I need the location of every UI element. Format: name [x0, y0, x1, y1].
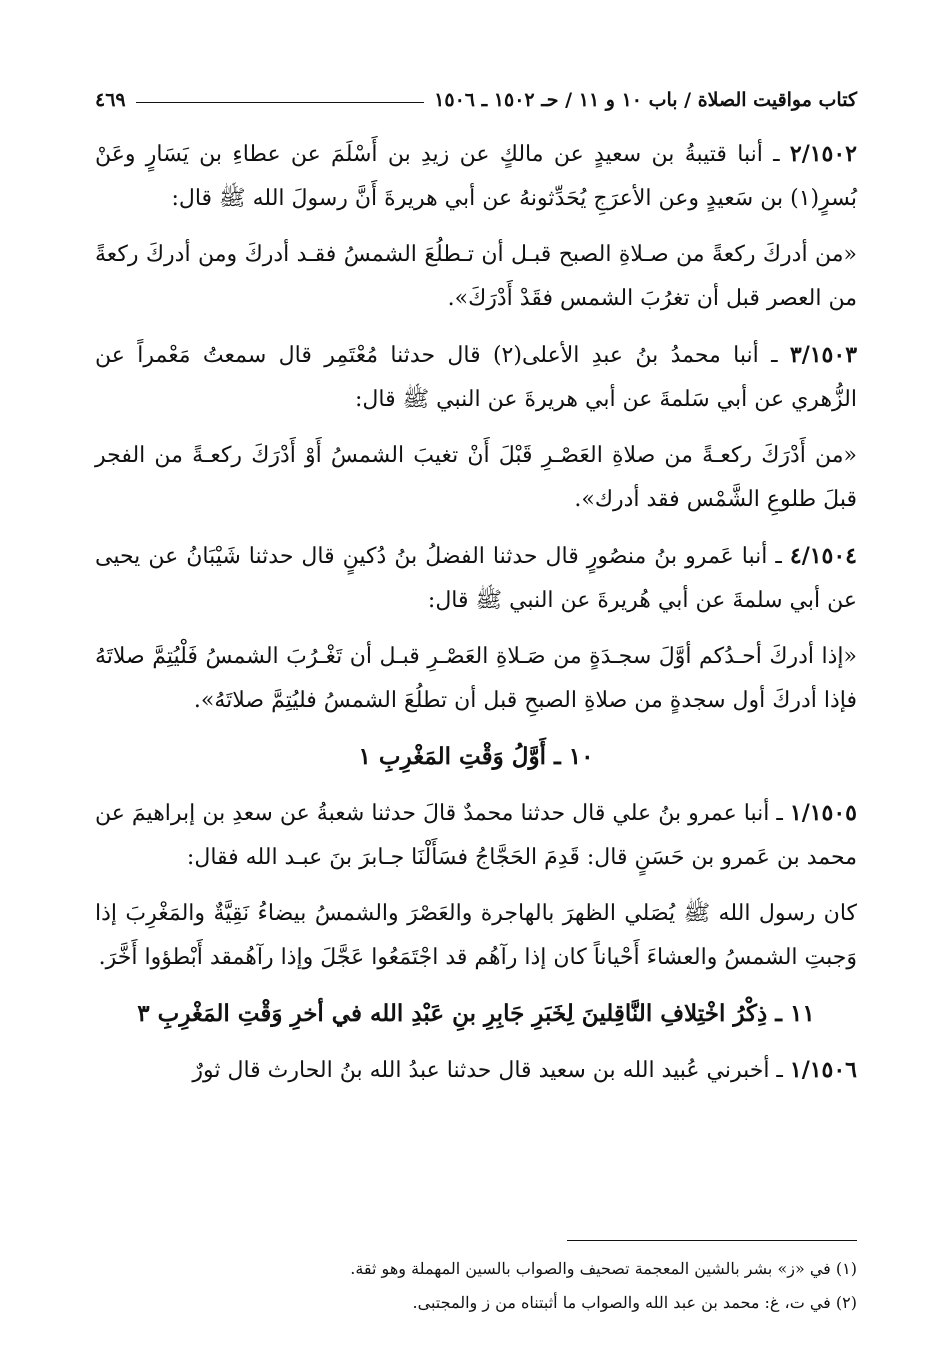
footnotes [95, 1252, 857, 1320]
hadith-number: ٢/١٥٠٢ [789, 141, 857, 167]
hadith-1502 [95, 132, 857, 221]
hadith-1503 [95, 333, 857, 422]
hadith-number: ١/١٥٠٦ [789, 1057, 857, 1083]
hadith-1504 [95, 534, 857, 623]
running-header [95, 82, 857, 118]
section-heading-10: ١٠ ـ أَوَّلُ وَقْتِ المَغْرِبِ ١ [358, 743, 594, 770]
hadith-chain: ـ أنبا قتيبةُ بن سعيدٍ عن مالكٍ عن زيدِ بن أَسْلَمَ عن عطاءِ بن يَسَارٍ وعَنْ بُسرٍ(١) بن سَعيدٍ وعن الأعرَجِ يُحَدِّثونهُ عن أبي هريرةَ أَنَّ رسولَ الله ﷺ قال: [95, 142, 857, 211]
hadith-number: ١/١٥٠٥ [789, 800, 857, 826]
hadith-1506 [95, 1048, 857, 1093]
main-text [95, 132, 857, 1105]
hadith-1505 [95, 791, 857, 880]
hadith-number: ٤/١٥٠٤ [789, 543, 857, 569]
hadith-chain: ـ أنبا عمرو بنُ علي قال حدثنا محمدٌ قالَ حدثنا شعبةُ عن سعدِ بن إبراهيمَ عن محمد بن عَمرو بن حَسَنٍ قال: قَدِمَ الحَجَّاجُ فسَأَلْنَا جـابرَ بنَ عبـد الله فقال: [95, 801, 857, 870]
hadith-1505-text: كان رسول الله ﷺ يُصَلي الظهرَ بالهاجرة والعَصْرَ والشمسُ بيضاءُ نَقِيَّةٌ والمَغْرِبَ إذا وَجبتِ الشمسُ والعشاءَ أَحْياناً كان إذا رآهُم قد اجْتَمَعُوا عَجَّلَ وإذا رآهُمقد أَبْطؤوا أَخَّرَ. [95, 901, 857, 970]
header-rule [136, 102, 425, 103]
hadith-1504-text: «إذا أدركَ أحـدُكم أوَّلَ سجـدَةٍ من صَـلاةِ العَصْـرِ قبـل أن تَغْـرُبَ الشمسُ فَلْيُتِمَّ صلاتَهُ فإذا أدركَ أول سجدةٍ من صلاةِ الصبحِ قبل أن تطلُعَ الشمسُ فليُتِمَّ صلاتَهُ». [95, 644, 857, 713]
footnote-1: (١) في «ز» بشر بالشين المعجمة تصحيف والصواب بالسين المهملة وهو ثقة. [350, 1259, 857, 1278]
page-number: ٤٦٩ [95, 89, 126, 111]
hadith-1502-text: «من أدركَ ركعةً من صـلاةِ الصبح قبـل أن تـطلُعَ الشمسُ فقـد أدركَ ومن أدركَ ركعةً من العصر قبل أن تغرُبَ الشمس فقَدْ أَدْرَكَ». [95, 242, 857, 311]
section-heading-11: ١١ ـ ذِكْرُ اخْتِلافِ النَّاقِلينَ لِخَبَرِ جَابِرِ بنِ عَبْدِ الله في أخرِ وَقْتِ المَغْرِبِ ٣ [137, 1000, 815, 1027]
footnotes-divider [567, 1240, 857, 1241]
hadith-chain: ـ أنبا محمدُ بنُ عبدِ الأعلى(٢) قال حدثنا مُعْتَمِر قال سمعتُ مَعْمراً عن الزُّهري عن أبي سَلمةَ عن أبي هريرةَ عن النبي ﷺ قال: [95, 343, 857, 412]
footnote-2: (٢) في ت، غ: محمد بن عبد الله والصواب ما أثبتناه من ز والمجتبى. [412, 1293, 857, 1312]
header-title: كتاب مواقيت الصلاة / باب ١٠ و ١١ / حـ ١٥٠٢ ـ ١٥٠٦ [434, 89, 857, 111]
hadith-chain: ـ أنبا عَمرو بنُ منصُورٍ قال حدثنا الفضلُ بنُ دُكينٍ قال حدثنا شَيْبَانُ عن يحيى عن أبي سلمةَ عن أبي هُريرةَ عن النبي ﷺ قال: [95, 544, 857, 613]
hadith-1503-text: «من أَدْرَكَ ركعـةً من صلاةِ العَصْـرِ قَبْلَ أَنْ تغيبَ الشمسُ أَوْ أَدْرَكَ ركعـةً من الفجر قبلَ طلوعِ الشَّمْس فقد أدرك». [95, 443, 857, 512]
hadith-number: ٣/١٥٠٣ [789, 342, 858, 368]
hadith-chain: ـ أخبرني عُبيد الله بن سعيد قال حدثنا عبدُ الله بنُ الحارث قال ثورٌ [192, 1058, 790, 1083]
